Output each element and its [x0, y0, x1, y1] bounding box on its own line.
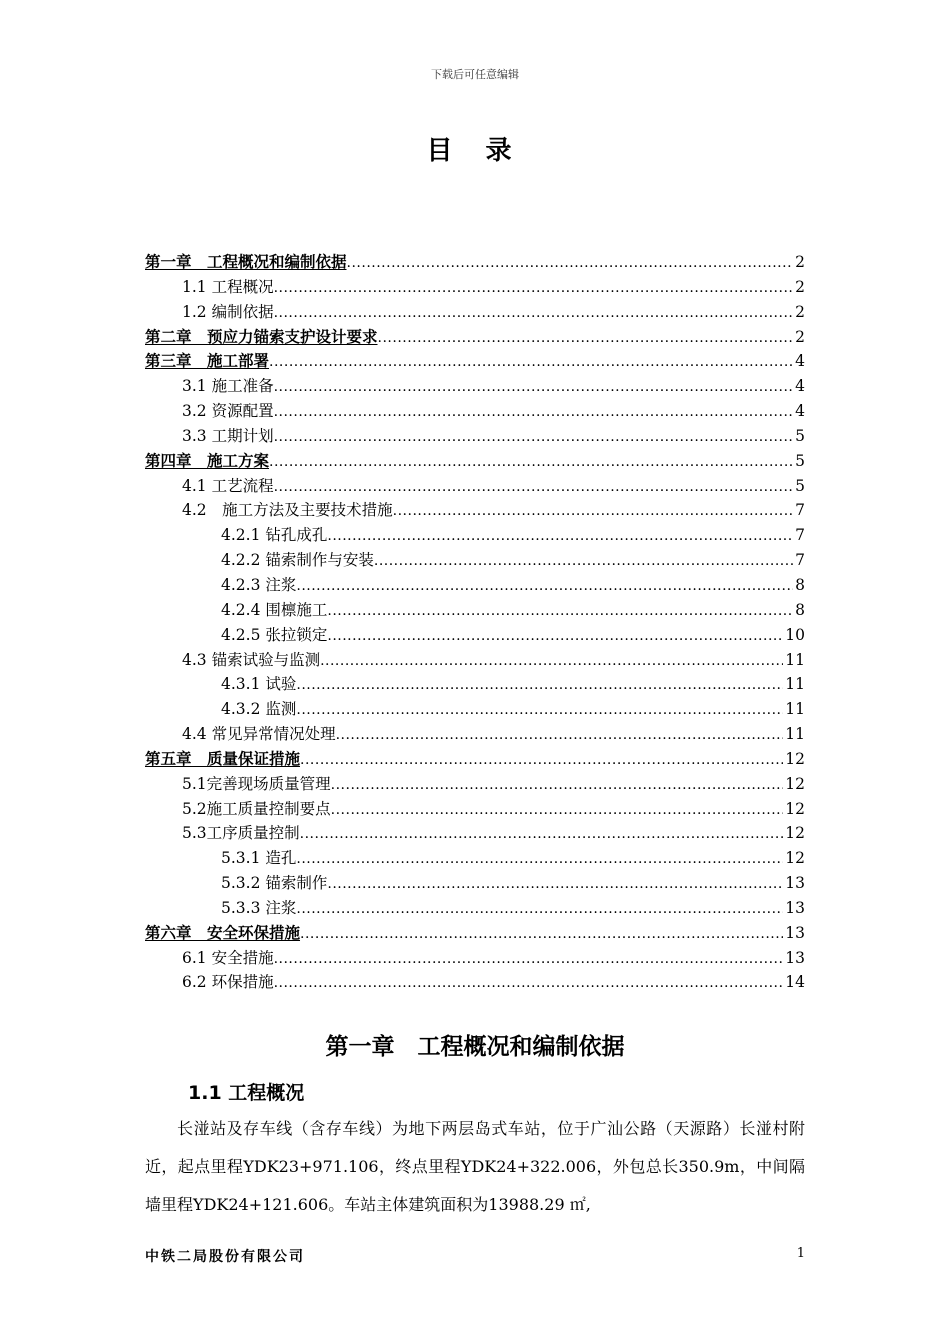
toc-entry[interactable]	[145, 896, 805, 921]
toc-entry[interactable]	[145, 772, 805, 797]
toc-entry-page: 5	[795, 451, 805, 470]
table-of-contents	[145, 250, 805, 995]
toc-entry-label: 4.3 锚索试验与监测	[182, 650, 321, 669]
toc-dot-leader	[331, 777, 784, 793]
toc-entry[interactable]	[145, 598, 805, 623]
toc-entry-page: 11	[785, 725, 805, 744]
toc-dot-leader	[296, 702, 783, 718]
toc-dot-leader	[300, 926, 783, 942]
toc-dot-leader	[274, 429, 794, 445]
toc-entry[interactable]	[145, 921, 805, 946]
toc-entry-label: 1.1 工程概况	[182, 277, 274, 296]
toc-entry-page: 11	[785, 675, 805, 694]
toc-entry-page: 5	[795, 476, 805, 495]
toc-entry-label: 4.2.2 锚索制作与安装	[221, 551, 374, 570]
toc-entry-page: 2	[795, 302, 805, 321]
toc-entry-label: 5.3.2 锚索制作	[221, 874, 328, 893]
toc-entry-label: 3.3 工期计划	[182, 426, 274, 445]
toc-entry[interactable]	[145, 747, 805, 772]
toc-entry-page: 7	[795, 551, 805, 570]
toc-entry-label: 4.2.5 张拉锁定	[221, 625, 328, 644]
toc-entry-page: 4	[795, 352, 805, 371]
toc-entry-page: 11	[785, 700, 805, 719]
toc-entry[interactable]	[145, 970, 805, 995]
toc-dot-leader	[274, 379, 794, 395]
toc-entry-page: 12	[785, 824, 805, 843]
toc-dot-leader	[327, 628, 783, 644]
toc-dot-leader	[374, 553, 793, 569]
toc-entry[interactable]	[145, 449, 805, 474]
toc-title: 目 录	[426, 136, 524, 166]
toc-entry[interactable]	[145, 374, 805, 399]
toc-dot-leader	[327, 603, 793, 619]
toc-dot-leader	[274, 951, 784, 967]
toc-entry-page: 2	[795, 277, 805, 296]
toc-entry[interactable]	[145, 424, 805, 449]
toc-entry[interactable]	[145, 946, 805, 971]
toc-dot-leader	[274, 479, 794, 495]
toc-entry[interactable]	[145, 672, 805, 697]
toc-entry-label: 4.2.3 注浆	[221, 575, 297, 594]
toc-entry-page: 4	[795, 402, 805, 421]
toc-entry-label: 6.2 环保措施	[182, 973, 274, 992]
toc-dot-leader	[300, 826, 784, 842]
toc-dot-leader	[327, 876, 783, 892]
toc-entry[interactable]	[145, 250, 805, 275]
toc-entry[interactable]	[145, 300, 805, 325]
toc-entry-label: 5.3工序质量控制	[182, 824, 300, 843]
toc-entry[interactable]	[145, 821, 805, 846]
toc-entry-page: 7	[795, 501, 805, 520]
toc-entry-page: 2	[795, 327, 805, 346]
toc-entry[interactable]	[145, 275, 805, 300]
toc-dot-leader	[296, 578, 793, 594]
toc-entry-label: 第二章 预应力锚索支护设计要求	[145, 327, 378, 346]
toc-entry-label: 4.1 工艺流程	[182, 476, 274, 495]
toc-entry-page: 5	[795, 426, 805, 445]
toc-entry-label: 5.1完善现场质量管理	[182, 774, 331, 793]
toc-dot-leader	[274, 280, 794, 296]
toc-entry-label: 4.3.1 试验	[221, 675, 297, 694]
toc-entry-label: 第五章 质量保证措施	[145, 749, 301, 768]
toc-dot-leader	[269, 454, 793, 470]
toc-entry[interactable]	[145, 573, 805, 598]
toc-dot-leader	[269, 354, 793, 370]
header-note: 下载后可任意编辑	[431, 68, 519, 81]
toc-dot-leader	[378, 330, 794, 346]
toc-entry[interactable]	[145, 399, 805, 424]
toc-entry-label: 4.4 常见异常情况处理	[182, 725, 336, 744]
toc-entry[interactable]	[145, 498, 805, 523]
toc-entry-page: 4	[795, 377, 805, 396]
toc-entry-page: 14	[785, 973, 805, 992]
toc-entry-label: 第四章 施工方案	[145, 451, 270, 470]
toc-entry-label: 4.2 施工方法及主要技术措施	[182, 501, 393, 520]
toc-entry[interactable]	[145, 797, 805, 822]
chapter-heading: 第一章 工程概况和编制依据	[325, 1034, 625, 1060]
toc-dot-leader	[327, 528, 793, 544]
toc-entry[interactable]	[145, 697, 805, 722]
toc-entry-page: 13	[785, 898, 805, 917]
toc-entry-page: 12	[785, 749, 805, 768]
toc-entry[interactable]	[145, 722, 805, 747]
toc-entry-page: 13	[785, 923, 805, 942]
toc-dot-leader	[393, 503, 793, 519]
toc-dot-leader	[296, 851, 783, 867]
toc-entry-label: 4.3.2 监测	[221, 700, 297, 719]
toc-entry-label: 1.2 编制依据	[182, 302, 274, 321]
toc-entry[interactable]	[145, 548, 805, 573]
toc-entry-page: 8	[795, 575, 805, 594]
toc-entry[interactable]	[145, 325, 805, 350]
toc-entry-label: 5.3.3 注浆	[221, 898, 297, 917]
footer-page-number: 1	[796, 1246, 805, 1261]
toc-entry-page: 10	[785, 625, 805, 644]
toc-entry-label: 3.1 施工准备	[182, 377, 274, 396]
toc-entry-label: 第一章 工程概况和编制依据	[145, 253, 347, 271]
toc-entry-label: 4.2.1 钻孔成孔	[221, 526, 328, 545]
toc-dot-leader	[336, 727, 784, 743]
toc-entry-label: 3.2 资源配置	[182, 402, 274, 421]
toc-entry-page: 2	[795, 253, 805, 271]
footer-company: 中铁二局股份有限公司	[145, 1249, 305, 1265]
toc-dot-leader	[331, 802, 784, 818]
toc-entry-page: 11	[785, 650, 805, 669]
toc-entry-page: 12	[785, 774, 805, 793]
toc-entry-page: 7	[795, 526, 805, 545]
toc-entry-label: 第三章 施工部署	[145, 352, 270, 371]
toc-entry-page: 13	[785, 874, 805, 893]
body-paragraph: 长湴站及存车线（含存车线）为地下两层岛式车站，位于广汕公路（天源路）长湴村附近，起点里程YDK23+971.106，终点里程YDK24+322.006，外包总长350.9m，中间隔墙里程YDK24+121.606。车站主体建筑面积为13988.29 ㎡,	[145, 1119, 805, 1214]
toc-entry-page: 12	[785, 799, 805, 818]
toc-entry-label: 4.2.4 围檩施工	[221, 600, 328, 619]
toc-dot-leader	[274, 305, 794, 321]
toc-dot-leader	[296, 901, 783, 917]
toc-entry-page: 8	[795, 600, 805, 619]
toc-entry[interactable]	[145, 623, 805, 648]
toc-entry-page: 13	[785, 948, 805, 967]
toc-dot-leader	[300, 752, 783, 768]
toc-entry[interactable]	[145, 474, 805, 499]
toc-entry[interactable]	[145, 349, 805, 374]
toc-entry-label: 5.2施工质量控制要点	[182, 799, 331, 818]
section-heading: 1.1 工程概况	[188, 1082, 305, 1104]
toc-dot-leader	[347, 255, 794, 271]
toc-dot-leader	[274, 404, 794, 420]
toc-entry[interactable]	[145, 871, 805, 896]
toc-entry-label: 第六章 安全环保措施	[145, 923, 301, 942]
toc-entry[interactable]	[145, 846, 805, 871]
toc-dot-leader	[320, 653, 783, 669]
toc-entry-label: 5.3.1 造孔	[221, 849, 297, 868]
toc-entry[interactable]	[145, 648, 805, 673]
toc-dot-leader	[296, 677, 783, 693]
toc-entry-label: 6.1 安全措施	[182, 948, 274, 967]
toc-entry[interactable]	[145, 523, 805, 548]
toc-dot-leader	[274, 975, 784, 991]
toc-entry-page: 12	[785, 849, 805, 868]
